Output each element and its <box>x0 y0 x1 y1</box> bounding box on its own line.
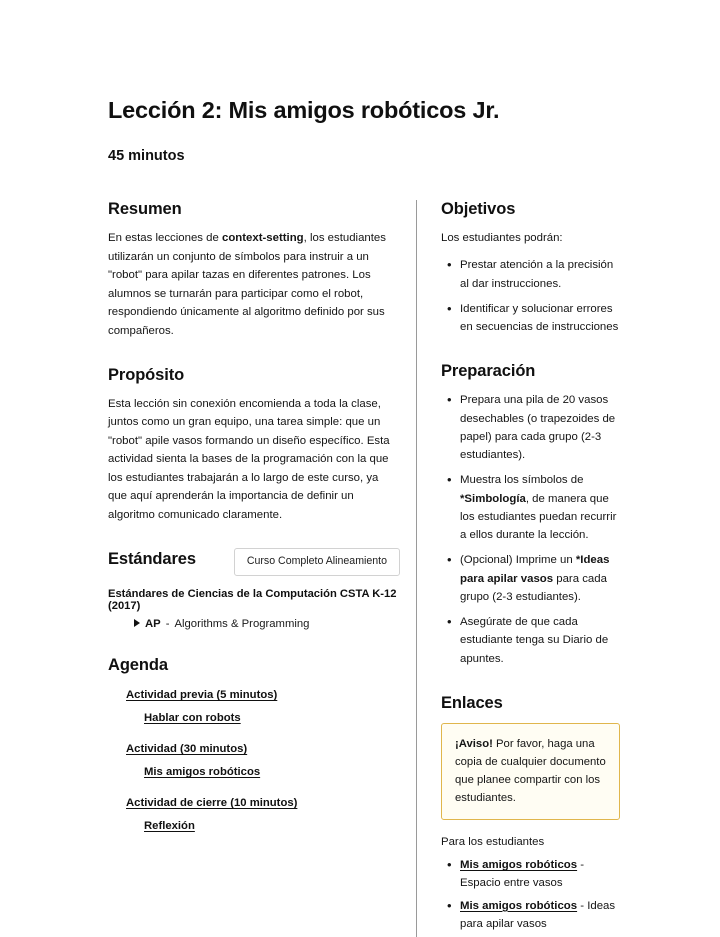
page-title: Lección 2: Mis amigos robóticos Jr. <box>108 97 500 123</box>
item-text-before: Muestra los símbolos de <box>460 474 584 487</box>
objetivos-lead: Los estudiantes podrán: <box>441 232 563 245</box>
agenda-subitem <box>144 762 400 780</box>
section-resumen <box>108 200 400 340</box>
left-column <box>108 200 416 834</box>
lesson-duration: 45 minutos <box>108 148 185 165</box>
resource-link-suffix: - Ideas para apilar vasos <box>460 899 616 930</box>
list-item <box>460 551 620 606</box>
list-item <box>460 391 620 464</box>
resource-link[interactable]: Mis amigos robóticos <box>460 899 578 912</box>
preparacion-list <box>441 391 620 668</box>
preparacion-heading: Preparación <box>441 362 536 381</box>
list-item <box>460 613 620 668</box>
enlaces-heading: Enlaces <box>441 693 503 712</box>
resource-link[interactable]: Mis amigos robóticos <box>460 859 578 872</box>
resumen-heading: Resumen <box>108 200 182 219</box>
section-objetivos <box>441 200 620 336</box>
content-columns <box>108 200 620 937</box>
resumen-bold-term: context-setting <box>221 232 304 245</box>
agenda-subitem <box>144 816 400 834</box>
standard-code: AP <box>145 617 161 630</box>
item-text-before: Asegúrate de que cada estudiante tenga su Diario de apuntes. <box>460 616 609 665</box>
estandares-framework-label: Estándares de Ciencias de la Computación CSTA K-12 (2017) <box>108 587 397 612</box>
item-text-before: Prepara una pila de 20 vasos desechables (o trapezoides de papel) para cada grupo (2-3 estudiantes). <box>460 394 616 462</box>
agenda-activity-link[interactable]: Actividad (30 minutos) <box>126 742 248 755</box>
resumen-text-part1: En estas lecciones de <box>108 232 222 245</box>
objetivos-list <box>441 256 620 336</box>
list-item <box>460 897 620 934</box>
estandares-header-row <box>108 550 400 576</box>
agenda-subactivity-link[interactable]: Mis amigos robóticos <box>144 765 261 778</box>
list-item <box>460 856 620 893</box>
resource-link-suffix: - Espacio entre vasos <box>460 859 585 890</box>
triangle-right-icon[interactable] <box>134 619 140 627</box>
proposito-heading: Propósito <box>108 366 185 384</box>
item-text-before: (Opcional) Imprime un <box>460 554 576 567</box>
notice-callout <box>441 723 620 820</box>
list-item: • Identificar y solucionar errores en secuencias de instrucciones <box>460 300 620 337</box>
estandares-heading: Estándares <box>108 550 196 569</box>
standard-description: Algorithms & Programming <box>174 617 310 630</box>
curso-completo-alineamiento-button[interactable]: Curso Completo Alineamiento <box>234 548 400 576</box>
agenda-subactivity-link[interactable]: Hablar con robots <box>144 711 241 724</box>
standard-separator: - <box>165 617 170 630</box>
section-preparacion <box>441 362 620 668</box>
standard-item-ap[interactable] <box>134 618 400 630</box>
agenda-activity-link[interactable]: Actividad de cierre (10 minutos) <box>126 796 298 809</box>
agenda-heading: Agenda <box>108 655 168 674</box>
notice-body: Por favor, haga una copia de cualquier documento que planee compartir con los estudiantes. <box>455 737 606 805</box>
item-text-bold: *Ideas para apilar vasos <box>460 554 610 585</box>
list-item <box>460 471 620 544</box>
section-estandares <box>108 550 400 630</box>
proposito-text: Esta lección sin conexión encomienda a toda la clase, juntos como un gran equipo, una tarea simple: que un "robot" apile vasos formando un diseño específico. Esta actividad sienta la bases de la programación con la que los estudiantes trabajarán a lo largo de este curso, ya que aquí aprenderán la importancia de definir un algoritmo comunicado claramente. <box>108 398 390 521</box>
item-text-after: , de manera que los estudiantes puedan recurrir a ellos durante la lección. <box>460 492 617 542</box>
agenda-subitem <box>144 708 400 726</box>
estandares-body <box>108 588 400 630</box>
item-text-bold: *Simbología <box>460 492 526 505</box>
agenda-subactivity-link[interactable]: Reflexión <box>144 819 195 832</box>
section-enlaces <box>441 694 620 933</box>
students-links-lead: Para los estudiantes <box>441 836 545 849</box>
item-text-after: para cada grupo (2-3 estudiantes). <box>460 572 607 603</box>
agenda-list <box>126 685 400 834</box>
notice-callout-text <box>455 735 606 807</box>
section-proposito <box>108 366 400 524</box>
objetivos-heading: Objetivos <box>441 200 516 219</box>
agenda-activity-link[interactable]: Actividad previa (5 minutos) <box>126 688 278 701</box>
section-agenda <box>108 656 400 834</box>
resumen-text-part2: , los estudiantes utilizarán un conjunto de símbolos para instruir a un "robot" para apilar tazas en diferentes patrones. Los alumnos se turnarán para participar como el robot, respondiendo únicamente al algoritmo definido por sus compañeros. <box>108 232 386 337</box>
agenda-group <box>126 685 400 726</box>
students-links-list <box>441 856 620 933</box>
resumen-text <box>108 229 400 340</box>
agenda-group <box>126 793 400 834</box>
right-column <box>417 200 620 937</box>
list-item: • Prestar atención a la precisión al dar instrucciones. <box>460 256 620 293</box>
agenda-group <box>126 739 400 780</box>
notice-label: ¡Aviso! <box>455 737 493 750</box>
